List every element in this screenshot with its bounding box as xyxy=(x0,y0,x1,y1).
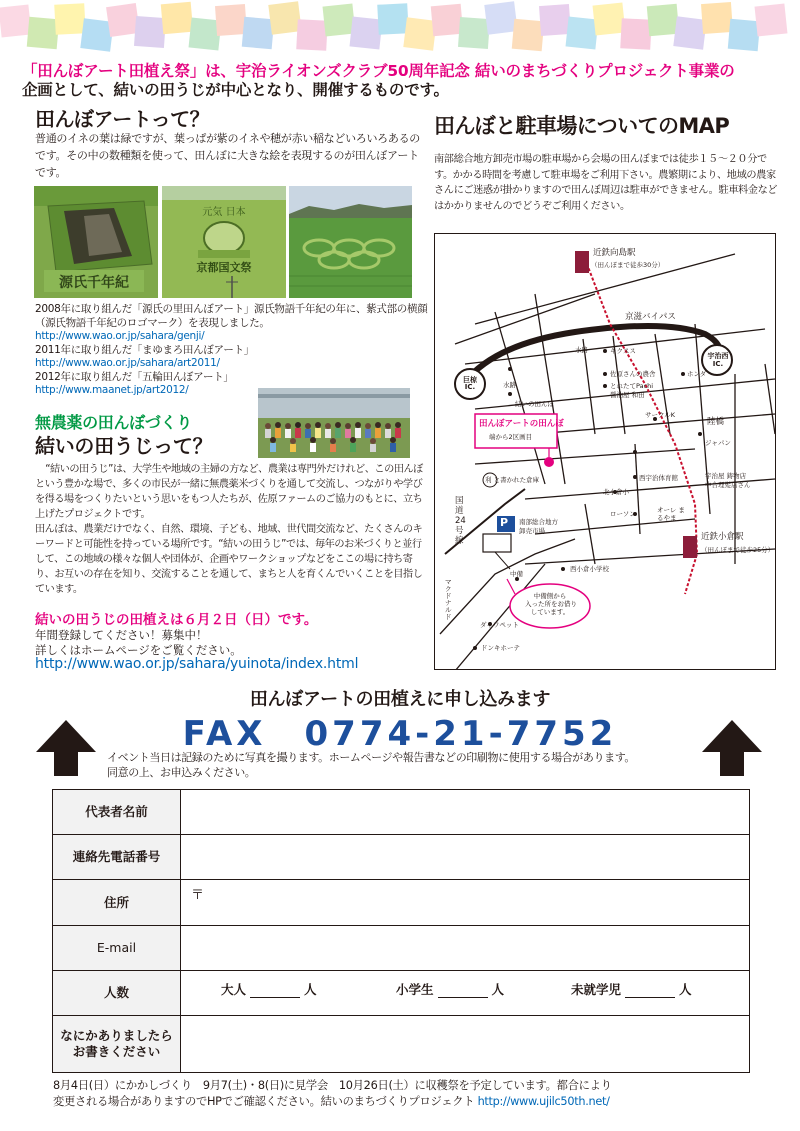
intro-text xyxy=(22,62,792,100)
map-kitaogura: 北小倉小 xyxy=(603,488,629,496)
registration-line1: 年間登録してください！募集中！ xyxy=(35,628,208,642)
notice-line2: 同意の上、お申込みください。 xyxy=(107,765,256,779)
map-description: 南部総合地方卸売市場の駐車場から会場の田んぼまでは徒歩１５～２０分です。かかる時間を考慮して駐車場をご利用下さい。農繁期により、地域の農家さんにご迷惑が掛かりますので田んぼ周辺は駐車ができません。駐車料金などはかかりませんのでどうぞご利用ください。 xyxy=(434,154,778,212)
map-art-tanbo: 田んぼアートの田んぼ xyxy=(479,419,564,429)
map-suiro-1: 水路 xyxy=(575,346,588,354)
preschool-count-field[interactable] xyxy=(625,984,675,998)
intro-part1: 「田んぼアート田植え祭」は、宇治ライオンズクラブ50周年記念 結いのまちづくりプロジェクト事業の xyxy=(22,62,735,80)
tanbo-art-heading: 田んぼアートって？ xyxy=(35,107,210,131)
map-nakagyo: 中備 xyxy=(510,570,523,578)
adult-unit: 人 xyxy=(304,982,317,997)
map-lawson: ローソン xyxy=(610,510,636,518)
form-row-phone xyxy=(53,835,749,880)
map-roads xyxy=(435,234,776,670)
map-mcdonald: マクドナルド xyxy=(445,578,452,621)
map-ogura-ic: 巨椋 IC. xyxy=(463,376,477,391)
map-nishiogura-school: 西小倉小学校 xyxy=(570,565,609,573)
photo-gorin xyxy=(289,186,412,298)
people-counts xyxy=(221,980,746,998)
works-url2[interactable]: http://www.wao.or.jp/sahara/art2011/ xyxy=(35,357,220,369)
yui-sub-heading: 無農薬の田んぼづくり xyxy=(35,413,193,432)
map-market-1: 南部総合地方 xyxy=(519,518,558,526)
group-photo xyxy=(258,388,410,458)
map-honda: ホンダ xyxy=(687,370,707,378)
works-line2: 2011年に取り組んだ「まゆまろ田んぼアート」 xyxy=(35,343,255,356)
map-orenge: オーレ まるやま xyxy=(657,506,685,522)
photo-genji xyxy=(34,186,158,298)
map-kixus: キクスス xyxy=(610,347,636,355)
preschool-unit: 人 xyxy=(679,982,692,997)
works-line1: 2008年に取り組んだ「源氏の里田んぼアート」源氏物語千年紀の年に、紫式部の横顔（源氏物語千年紀のロゴマーク）を表現しました。 xyxy=(35,303,428,329)
map-art-tanbo-sub: 端から2区画目 xyxy=(489,433,533,441)
elementary-label: 小学生 xyxy=(396,982,434,997)
email-field[interactable] xyxy=(181,926,749,970)
application-form xyxy=(52,789,750,1073)
phone-label: 連絡先電話番号 xyxy=(53,835,181,879)
photo-kyoto-text-bottom: 京都国文祭 xyxy=(196,261,252,274)
map-written-warehouse: 利 と書かれた倉庫 xyxy=(485,476,540,484)
photo-kyoto-bunkasai xyxy=(162,186,286,298)
photo-notice xyxy=(107,751,707,780)
form-row-email xyxy=(53,926,749,971)
photo-kyoto-text-top: 元気 日本 xyxy=(202,207,246,218)
footer-line1: 8月4日(日）にかかしづくり 9月7(土)・8(日)に見学会 10月26日(土）に収穫祭を予定しています。都合により xyxy=(53,1079,612,1092)
map-mukaijima-note: （田んぼまで徒歩30分） xyxy=(591,261,665,269)
people-field xyxy=(181,971,749,1015)
registration-line2: 詳しくはホームページをご覧ください。 xyxy=(35,643,242,657)
notice-line1: イベント当日は記録のために写真を撮ります。ホームページや報告書などの印刷物に使用する場合があります。 xyxy=(107,751,636,764)
representative-field[interactable] xyxy=(181,790,749,834)
yui-url-link[interactable]: http://www.wao.or.jp/sahara/yuinota/index.html xyxy=(35,656,359,672)
representative-label: 代表者名前 xyxy=(53,790,181,834)
yui-registration xyxy=(35,628,242,658)
yui-taue-date: 結いの田うじの田植えは６月２日（日）です。 xyxy=(35,612,318,628)
map-nakagosei: 中合理髪店さん xyxy=(705,481,751,489)
people-label: 人数 xyxy=(53,971,181,1015)
form-row-notes xyxy=(53,1016,749,1072)
works-line3: 2012年に取り組んだ「五輪田んぼアート」 xyxy=(35,370,234,383)
map-market-2: 卸売市場 xyxy=(519,527,545,535)
map-station-ogura: 近鉄小倉駅 xyxy=(701,532,744,542)
map-parking-icon: P xyxy=(500,516,509,529)
map-circle-k: サークルK xyxy=(645,411,676,419)
map-entry-note: 中備側から 入った所をお借り しています。 xyxy=(525,592,577,616)
tanbo-art-body: 普通のイネの葉は緑ですが、葉っぱが紫のイネや穂が赤い稲などいろいろあるのです。その中の数種類を使って、田んぼに大きな絵を表現するのが田んぼアートです。 xyxy=(35,132,420,179)
tanbo-art-photos xyxy=(34,186,412,298)
email-label: E-mail xyxy=(53,926,181,970)
map-yui-tanbo: 結いの田んぼ xyxy=(515,400,554,408)
map-heading: 田んぼと駐車場についてのMAP xyxy=(434,114,730,138)
decorative-color-strip xyxy=(0,0,800,58)
notes-label: なにかありましたら お書きください xyxy=(53,1016,181,1072)
map-ujinishi-ic: 宇治西 IC. xyxy=(707,352,729,368)
yui-body-para2: 田んぼは、農業だけでなく、自然、環境、子ども、地域、世代間交流など、たくさんのキーワードと可能性を持っている場所です。“結いの田うじ”では、毎年のお米づくりと並行して、この地域の様々な個人や団体が、企画やワークショップなどをここの場に持ち寄り、お互いの存在を知り、交流することを通して、まちと人を育くんでいくことを目指しています。 xyxy=(35,524,423,595)
map-japan: ジャパン xyxy=(705,439,731,447)
map-suiro-2: 水路 xyxy=(503,381,516,389)
intro-part2: 企画として、結いの田うじが中心となり、開催するものです。 xyxy=(22,81,449,99)
form-row-address xyxy=(53,880,749,926)
map-ogura-note: （田んぼまで徒歩25分） xyxy=(701,546,775,554)
map-yuzawa: 醤油屋 和田 xyxy=(610,391,645,399)
fax-number: FAX 0774-21-7752 xyxy=(182,714,618,754)
map-keiji-bypass: 京滋バイパス xyxy=(625,312,676,322)
photo-genji-text: 源氏千年紀 xyxy=(59,275,129,291)
elementary-unit: 人 xyxy=(491,982,505,997)
map-station-mukaijima: 近鉄向島駅 xyxy=(593,248,636,258)
form-row-people xyxy=(53,971,749,1016)
footer-url[interactable]: http://www.ujilc50th.net/ xyxy=(477,1094,610,1108)
address-label: 住所 xyxy=(53,880,181,925)
elementary-count-field[interactable] xyxy=(438,984,488,998)
past-works xyxy=(35,303,430,398)
address-field[interactable] xyxy=(181,880,749,925)
access-map xyxy=(434,233,776,670)
map-sahara-farm: 佐原さんの農舎 xyxy=(610,370,656,378)
works-url1[interactable]: http://www.wao.or.jp/sahara/genji/ xyxy=(35,330,205,342)
map-ujiyu: 宇治屋 鋳物店 xyxy=(705,472,747,480)
yui-heading: 結いの田うじって？ xyxy=(35,434,213,458)
footer-schedule xyxy=(53,1078,753,1109)
map-donki: ドンキホーテ xyxy=(481,644,520,652)
postal-mark: 〒 xyxy=(191,888,205,903)
works-url3[interactable]: http://www.maanet.jp/art2012/ xyxy=(35,384,189,396)
adult-count-field[interactable] xyxy=(250,984,300,998)
map-diamond: ダイワペット xyxy=(480,621,519,629)
notes-field[interactable] xyxy=(181,1016,749,1072)
map-route24: 国道24号線 xyxy=(455,496,466,546)
phone-field[interactable] xyxy=(181,835,749,879)
yui-body-para1: “結いの田うじ”は、大学生や地域の主婦の方など、農業は専門外だけれど、この田んぼという豊かな場で、多くの市民が一緒に無農薬米づくりを通して交流し、つながりや学びを得る場をつくりたいという思いをもつ人たちが、佐原ファームのご協力のもとに、立ち上げたプロジェクトです。 xyxy=(35,464,423,520)
map-nishi-uji: 西宇治体育館 xyxy=(639,474,678,482)
yui-body xyxy=(35,462,430,597)
apply-heading: 田んぼアートの田植えに申し込みます xyxy=(249,689,551,710)
preschool-label: 未就学児 xyxy=(571,982,622,997)
footer-line2: 変更される場合がありますのでHPでご確認ください。結いのまちづくりプロジェクト xyxy=(53,1094,475,1108)
adult-label: 大人 xyxy=(221,982,247,997)
map-bridge: 陸橋 xyxy=(707,417,725,427)
map-pachi: とれたてPachi xyxy=(610,382,654,390)
form-row-representative xyxy=(53,790,749,835)
